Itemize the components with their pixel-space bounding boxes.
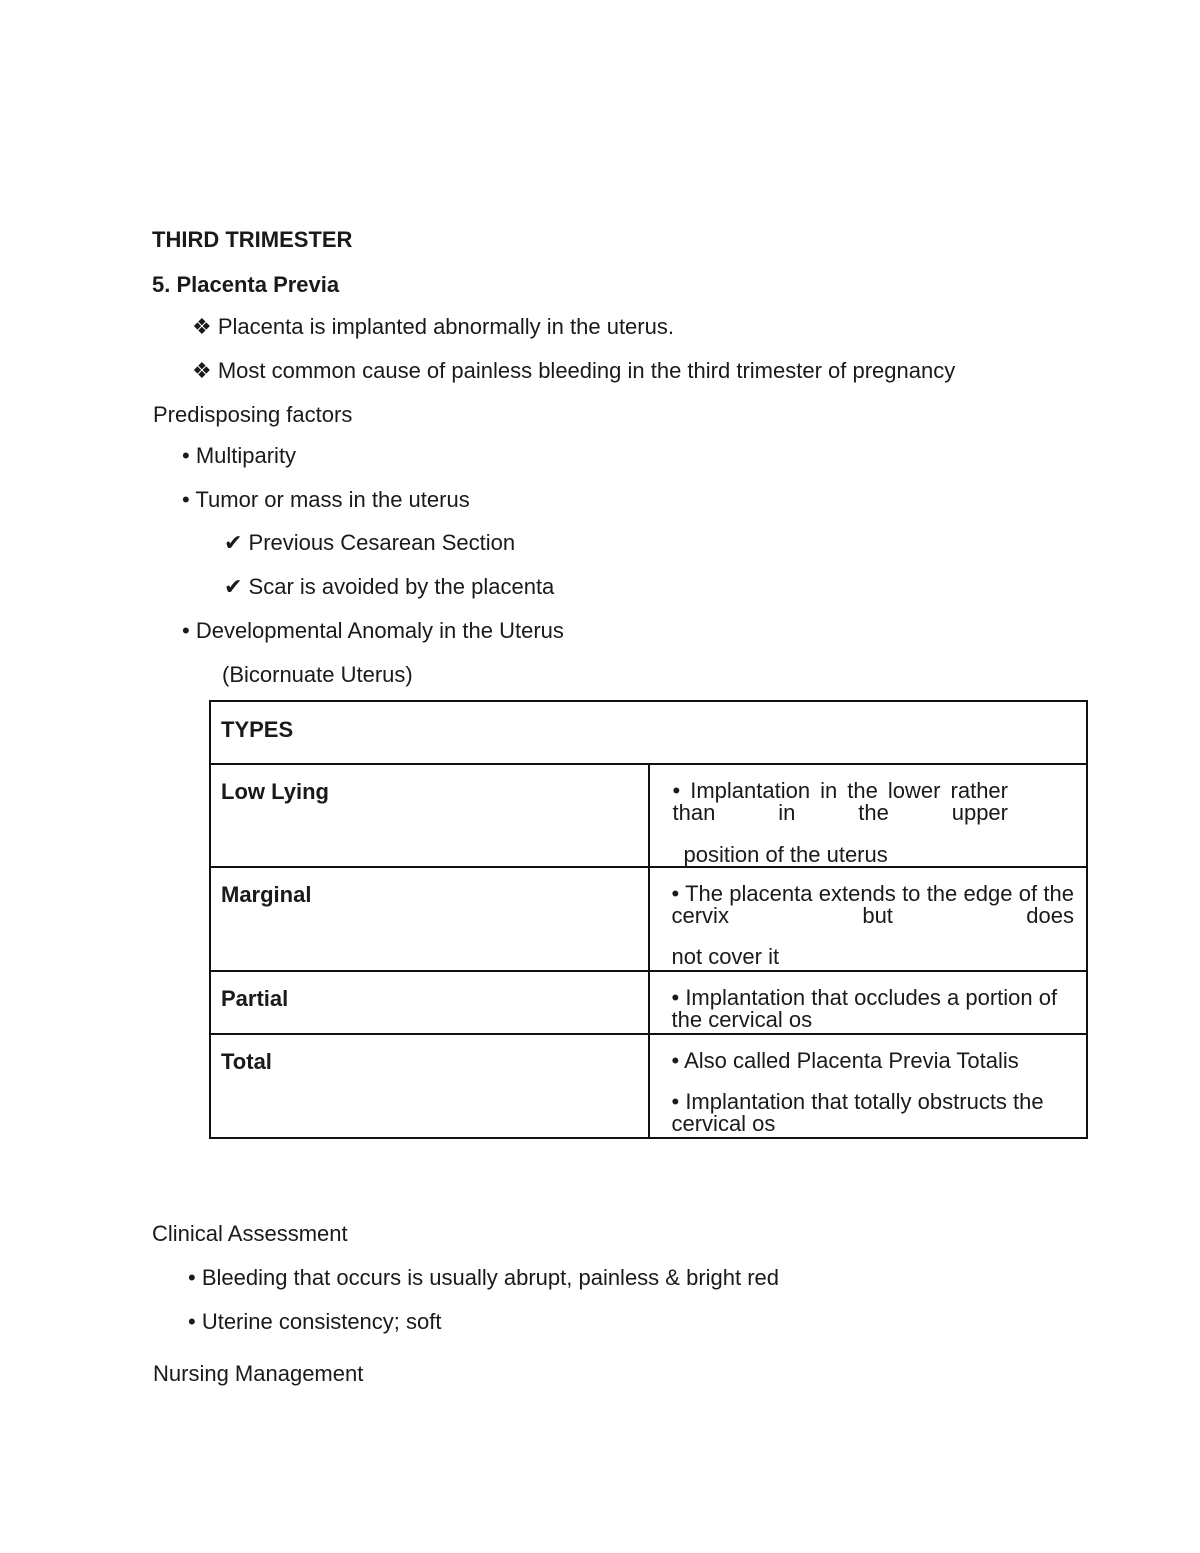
type-description-cell [649,1034,1088,1138]
type-name: Total [221,1049,272,1074]
table-row [210,1034,1087,1138]
type-description-line: not cover it [671,944,780,969]
type-name: Marginal [221,882,312,907]
types-header-label: TYPES [221,717,294,742]
type-name-cell [210,867,649,971]
type-description-line: • The placenta extends to the edge of the cervix but does [671,881,1074,928]
type-name-cell [210,764,649,867]
types-header-cell [210,701,1087,764]
page-heading: THIRD TRIMESTER [152,227,353,252]
clinical-item-2: • Uterine consistency; soft [188,1309,442,1334]
predisposing-subitem-1: ✔ Previous Cesarean Section [224,530,516,555]
type-name: Partial [221,986,289,1011]
intro-bullet-1: ❖ Placenta is implanted abnormally in the uterus. [192,314,674,339]
type-name: Low Lying [221,779,329,804]
predisposing-item-1: • Multiparity [182,443,297,468]
predisposing-subitem-2: ✔ Scar is avoided by the placenta [224,574,555,599]
types-header-row [210,701,1087,764]
intro-bullet-2: ❖ Most common cause of painless bleeding in the third trimester of pregnancy [192,358,956,383]
predisposing-item-3-note: (Bicornuate Uterus) [222,662,413,687]
type-description-line: • Implantation that totally obstructs the cervical os [671,1089,1044,1136]
section-title: 5. Placenta Previa [152,272,340,297]
type-description-cell [649,971,1088,1034]
type-description-line: • Also called Placenta Previa Totalis [671,1048,1019,1073]
type-description-cell [649,764,1088,867]
table-row [210,971,1087,1034]
type-description-line: position of the uterus [683,842,888,867]
type-name-cell [210,971,649,1034]
table-row [210,764,1087,867]
predisposing-item-3: • Developmental Anomaly in the Uterus [182,618,564,643]
types-table [209,700,1088,1139]
predisposing-title: Predisposing factors [153,402,353,427]
clinical-item-1: • Bleeding that occurs is usually abrupt, painless & bright red [188,1265,780,1290]
type-description-line: • Implantation that occludes a portion of the cervical os [671,985,1058,1032]
table-row [210,867,1087,971]
type-name-cell [210,1034,649,1138]
type-description-cell [649,867,1088,971]
predisposing-item-2: • Tumor or mass in the uterus [182,487,470,512]
clinical-title: Clinical Assessment [152,1221,348,1246]
nursing-title: Nursing Management [153,1361,364,1386]
type-description-line: • Implantation in the lower rather than in the upper [672,778,1008,825]
